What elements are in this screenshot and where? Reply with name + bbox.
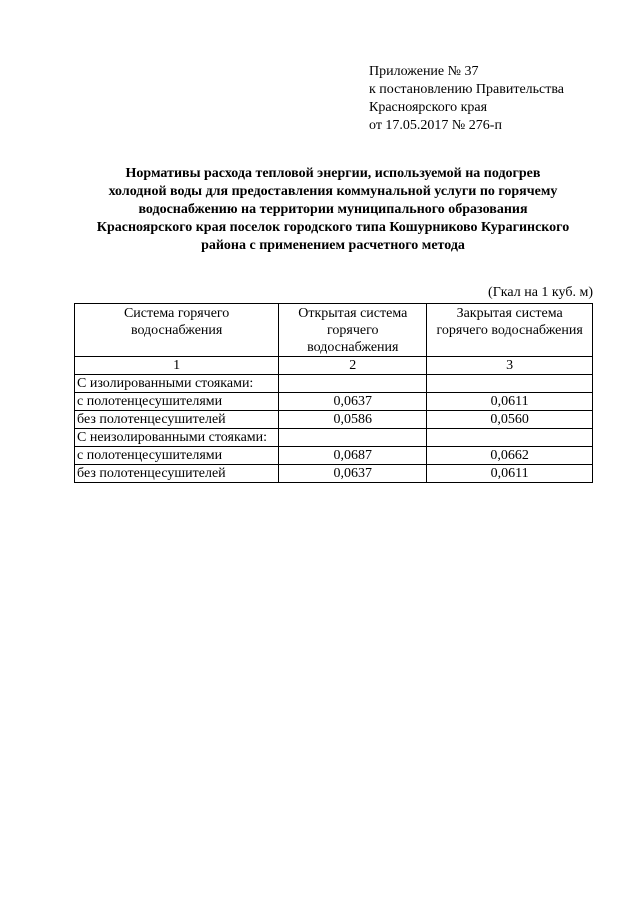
table-row xyxy=(75,429,593,447)
closed-value xyxy=(427,375,593,393)
appendix-line: от 17.05.2017 № 276-п xyxy=(369,118,502,133)
closed-value: 0,0560 xyxy=(427,411,593,429)
title-line: района с применением расчетного метода xyxy=(201,238,465,253)
title-line: Красноярского края поселок городского типа Кошурниково Курагинского xyxy=(96,220,570,235)
table-row xyxy=(75,447,593,465)
table-row xyxy=(75,375,593,393)
table-row xyxy=(75,411,593,429)
closed-value: 0,0662 xyxy=(427,447,593,465)
header-text: горячего водоснабжения xyxy=(436,323,583,338)
title-line: холодной воды для предоставления коммунальной услуги по горячему xyxy=(108,184,558,199)
closed-value xyxy=(427,429,593,447)
units-label: (Гкал на 1 куб. м) xyxy=(488,285,593,300)
header-text: Система горячего xyxy=(123,306,230,321)
open-value xyxy=(279,429,427,447)
header-open-cell xyxy=(279,304,427,357)
header-system-cell xyxy=(75,304,279,357)
norms-table xyxy=(74,303,593,483)
open-value: 0,0586 xyxy=(279,411,427,429)
open-value xyxy=(279,375,427,393)
row-label: без полотенцесушителей xyxy=(75,411,279,429)
open-value: 0,0637 xyxy=(279,393,427,411)
row-label: с полотенцесушителями xyxy=(75,393,279,411)
header-text: водоснабжения xyxy=(130,323,223,338)
column-number: 3 xyxy=(427,357,593,375)
title-line: Нормативы расхода тепловой энергии, используемой на подогрев xyxy=(125,166,541,181)
appendix-line: к постановлению Правительства xyxy=(369,82,565,97)
open-value: 0,0687 xyxy=(279,447,427,465)
table-header-row xyxy=(75,304,593,357)
header-text: водоснабжения xyxy=(307,340,399,355)
row-label: с полотенцесушителями xyxy=(75,447,279,465)
table-row xyxy=(75,465,593,483)
appendix-line: Красноярского края xyxy=(369,100,488,115)
appendix-block xyxy=(369,63,564,135)
closed-value: 0,0611 xyxy=(427,465,593,483)
document-title xyxy=(68,165,598,255)
row-label: С изолированными стояками: xyxy=(75,375,279,393)
header-text: Открытая система xyxy=(298,306,408,321)
column-number: 1 xyxy=(75,357,279,375)
row-label: С неизолированными стояками: xyxy=(75,429,279,447)
header-text: горячего xyxy=(327,323,379,338)
header-text: Закрытая система xyxy=(456,306,563,321)
closed-value: 0,0611 xyxy=(427,393,593,411)
title-line: водоснабжению на территории муниципального образования xyxy=(138,202,528,217)
appendix-line: Приложение № 37 xyxy=(369,64,479,79)
column-number-row xyxy=(75,357,593,375)
table-row xyxy=(75,393,593,411)
open-value: 0,0637 xyxy=(279,465,427,483)
row-label: без полотенцесушителей xyxy=(75,465,279,483)
header-closed-cell xyxy=(427,304,593,357)
column-number: 2 xyxy=(279,357,427,375)
